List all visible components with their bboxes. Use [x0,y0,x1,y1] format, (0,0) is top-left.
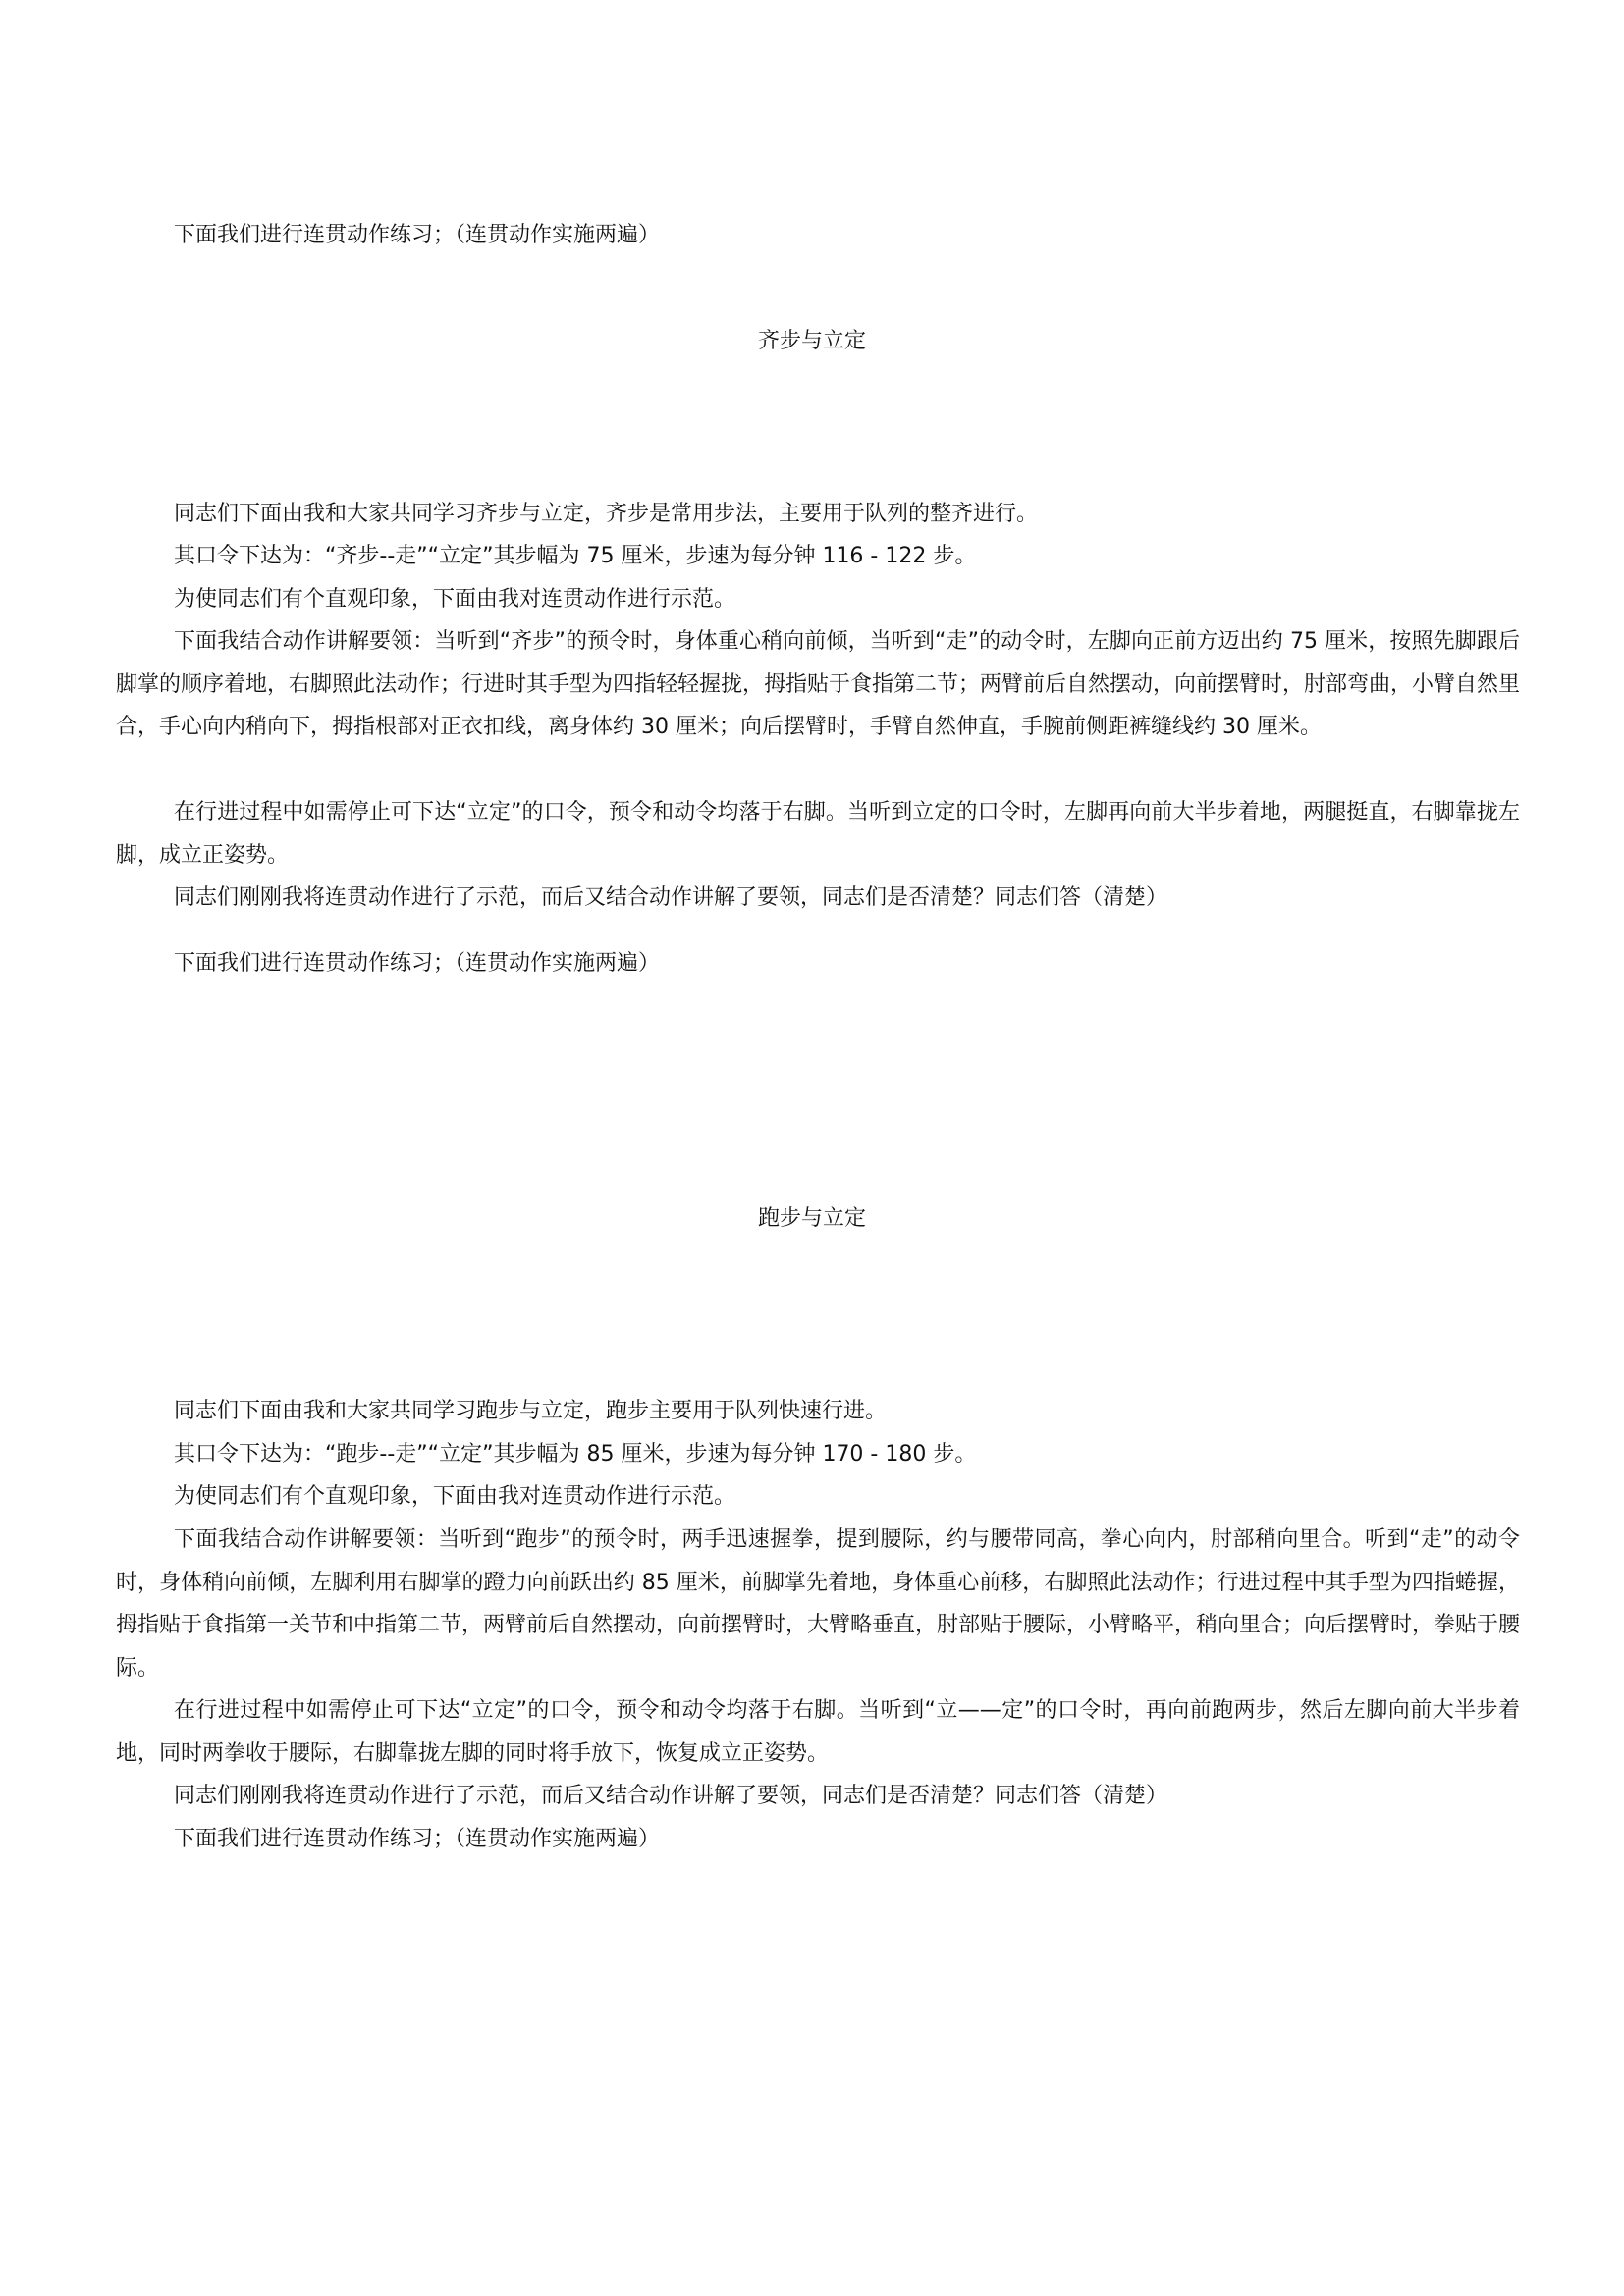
practice-paragraph: 下面我们进行连贯动作练习；（连贯动作实施两遍） [174,223,661,247]
paragraph: 在行进过程中如需停止可下达“立定”的口令，预令和动令均落于右脚。当听到立定的口令时，左脚再向前大半步着地，两腿挺直，右脚靠拢左脚，成立正姿势。 [116,800,1520,868]
section-title-qibu: 齐步与立定 [757,329,866,353]
paragraph: 其口令下达为：“齐步--走”“立定”其步幅为 75 厘米，步速为每分钟 116 - 122 步。 [174,544,977,568]
paragraph: 下面我们进行连贯动作练习；（连贯动作实施两遍） [174,951,661,976]
paragraph: 同志们刚刚我将连贯动作进行了示范，而后又结合动作讲解了要领，同志们是否清楚？同志们答（清楚） [174,885,1168,910]
paragraph: 同志们下面由我和大家共同学习跑步与立定，跑步主要用于队列快速行进。 [174,1399,888,1423]
paragraph: 其口令下达为：“跑步--走”“立定”其步幅为 85 厘米，步速为每分钟 170 - 180 步。 [174,1442,977,1467]
paragraph: 同志们刚刚我将连贯动作进行了示范，而后又结合动作讲解了要领，同志们是否清楚？同志们答（清楚） [174,1784,1168,1808]
paragraph: 下面我结合动作讲解要领：当听到“齐步”的预令时，身体重心稍向前倾，当听到“走”的动令时，左脚向正前方迈出约 75 厘米，按照先脚跟后脚掌的顺序着地，右脚照此法动作；行进时其手型为四指轻轻握拢，拇指贴于食指第二节；两臂前后自然摆动，向前摆臂时，肘部弯曲，小臂自然里合，手心向内稍向下，拇指根部对正衣扣线，离身体约 30 厘米；向后摆臂时，手臂自然伸直，手腕前侧距裤缝线约 30 厘米。 [116,629,1521,739]
paragraph: 在行进过程中如需停止可下达“立定”的口令，预令和动令均落于右脚。当听到“立——定”的口令时，再向前跑两步，然后左脚向前大半步着地，同时两拳收于腰际，右脚靠拢左脚的同时将手放下，恢复成立正姿势。 [116,1698,1520,1766]
paragraph: 下面我们进行连贯动作练习；（连贯动作实施两遍） [174,1827,661,1851]
paragraph: 同志们下面由我和大家共同学习齐步与立定，齐步是常用步法，主要用于队列的整齐进行。 [174,502,1039,526]
paragraph: 下面我结合动作讲解要领：当听到“跑步”的预令时，两手迅速握拳，提到腰际，约与腰带同高，拳心向内，肘部稍向里合。听到“走”的动令时，身体稍向前倾，左脚利用右脚掌的蹬力向前跃出约 85 厘米，前脚掌先着地，身体重心前移，右脚照此法动作；行进过程中其手型为四指蜷握，拇指贴于食指第一关节和中指第二节，两臂前后自然摆动，向前摆臂时，大臂略垂直，肘部贴于腰际，小臂略平，稍向里合；向后摆臂时，拳贴于腰际。 [116,1527,1521,1681]
section-title-paobu: 跑步与立定 [757,1206,866,1231]
paragraph: 为使同志们有个直观印象，下面由我对连贯动作进行示范。 [174,587,736,612]
paragraph: 为使同志们有个直观印象，下面由我对连贯动作进行示范。 [174,1484,736,1509]
